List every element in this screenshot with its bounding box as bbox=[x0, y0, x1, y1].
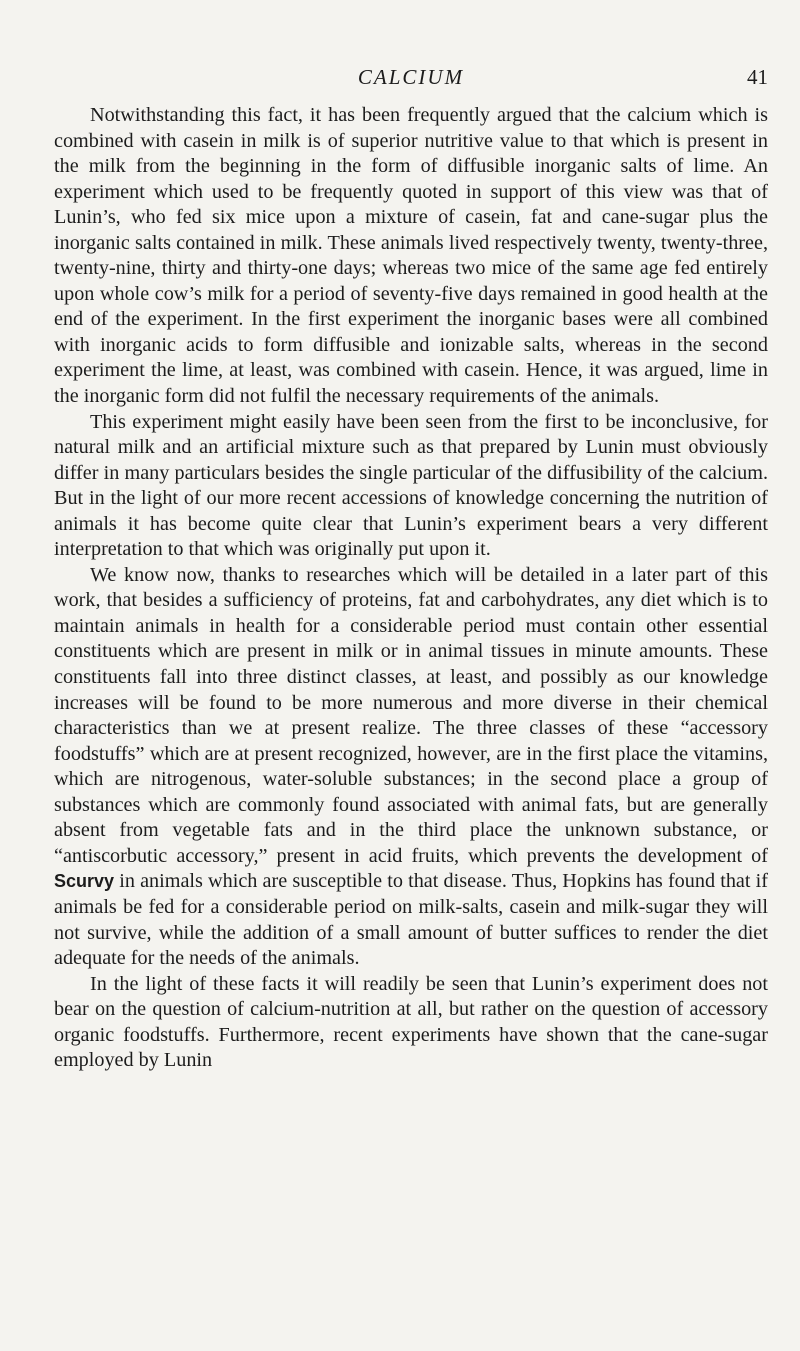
running-title: CALCIUM bbox=[357, 65, 465, 89]
paragraph-accessory-foodstuffs bbox=[54, 563, 768, 972]
page-number: 41 bbox=[747, 65, 768, 89]
paragraph-text-before: We know now, thanks to researches which will be detailed in a later part of this work, that besides a sufficiency of proteins, fat and carbohydrates, any diet which is to maintain animals in health for a considerable period must contain other essential constituents which are present in milk or in animal tissues in minute amounts. These constituents fall into three distinct classes, at least, and possibly as our knowledge increases will be found to be more numerous and more diverse in their chemical characteristics than we at present realize. The three classes of these “accessory foodstuffs” which are at present recognized, however, are in the first place the vitamins, which are nitrogenous, water-soluble substances; in the second place a group of substances which are commonly found associated with animal fats, but are generally absent from vegetable fats and in the third place the unknown substance, or “antiscorbutic accessory,” present in acid fruits, which prevents the development of bbox=[54, 563, 768, 867]
paragraph-conclusion: In the light of these facts it will readily be seen that Lunin’s experiment does not bear on the question of calcium-nutrition at all, but rather on the question of accessory organic foodstuffs. Furthermore, recent experiments have shown that the cane-sugar employed by Lunin bbox=[54, 972, 768, 1072]
body-text bbox=[54, 103, 768, 1074]
running-head bbox=[54, 62, 768, 92]
paragraph-inconclusive: This experiment might easily have been seen from the first to be inconclusive, for natural milk and an artificial mixture such as that prepared by Lunin must obviously differ in many particulars besides the single particular of the diffusibility of the calcium. But in the light of our more recent accessions of knowledge concerning the nutrition of animals it has become quite clear that Lunin’s experiment bears a very different interpretation to that which was originally put upon it. bbox=[54, 410, 768, 561]
paragraph-lunin-experiment: Notwithstanding this fact, it has been frequently argued that the calcium which is combined with casein in milk is of superior nutritive value to that which is present in the milk from the beginning in the form of diffusible inorganic salts of lime. An experiment which used to be frequently quoted in support of this view was that of Lunin’s, who fed six mice upon a mixture of casein, fat and cane-sugar plus the inorganic salts contained in milk. These animals lived respectively twenty, twenty-three, twenty-nine, thirty and thirty-one days; whereas two mice of the same age fed entirely upon whole cow’s milk for a period of seventy-five days remained in good health at the end of the experiment. In the first experiment the inorganic bases were all combined with inorganic acids to form diffusible and ionizable salts, whereas in the second experiment the lime, at least, was combined with casein. Hence, it was argued, lime in the inorganic form did not fulfil the necessary requirements of the animals. bbox=[54, 104, 768, 408]
scurvy-emphasis: Scurvy bbox=[54, 871, 115, 892]
paragraph-text-after: in animals which are susceptible to that disease. Thus, Hopkins has found that if animals be fed for a considerable period on milk-salts, casein and milk-sugar they will not survive, while the addition of a small amount of butter suffices to render the diet adequate for the needs of the animals. bbox=[54, 870, 768, 970]
